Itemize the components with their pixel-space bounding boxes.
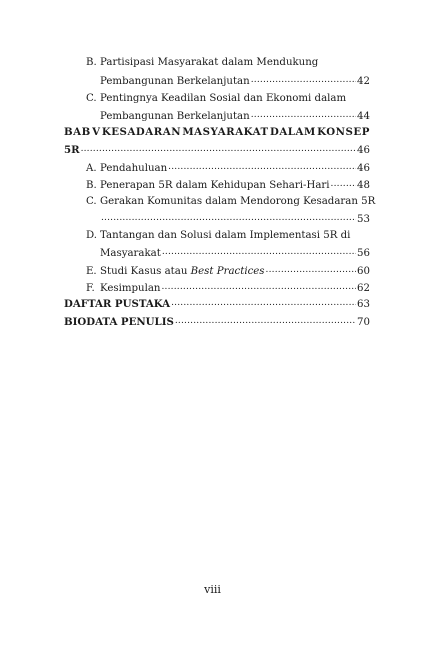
- toc-letter: F.: [86, 283, 95, 294]
- toc-entry-gerakan-line2: [100, 212, 370, 227]
- toc-page-number: 63: [357, 299, 370, 310]
- toc-letter: B.: [86, 180, 97, 191]
- toc-text: DAFTAR PUSTAKA: [64, 298, 171, 310]
- toc-letter: C.: [86, 196, 97, 207]
- toc-leader-dots: [168, 161, 356, 171]
- toc-chapter-bab5-line2: [64, 143, 370, 158]
- toc-entry-tantangan-line1: [86, 229, 370, 243]
- toc-chapter-word: KESADARAN: [101, 126, 182, 138]
- toc-entry-pendahuluan: [86, 161, 370, 176]
- toc-leader-dots: [81, 143, 356, 153]
- toc-entry-kesimpulan: [86, 281, 370, 296]
- toc-chapter-word: MASYARAKAT: [182, 126, 269, 138]
- toc-page-number: 46: [357, 163, 370, 174]
- toc-text: 5R: [64, 144, 80, 156]
- toc-text: Kesimpulan: [100, 283, 161, 294]
- toc-text: Penerapan 5R dalam Kehidupan Sehari-Hari: [100, 180, 330, 191]
- toc-leader-dots: [251, 74, 356, 84]
- toc-text: Pentingnya Keadilan Sosial dan Ekonomi dalam: [100, 93, 347, 104]
- toc-page-number: 62: [357, 283, 370, 294]
- toc-letter: C.: [86, 93, 97, 104]
- toc-entry-studi-kasus: [86, 264, 370, 279]
- toc-page-number: 46: [357, 145, 370, 156]
- toc-text: Pendahuluan: [100, 163, 168, 174]
- toc-leader-dots: [101, 212, 356, 222]
- toc-text: BIODATA PENULIS: [64, 316, 174, 328]
- toc-letter: B.: [86, 57, 97, 68]
- toc-chapter-title: [64, 125, 370, 139]
- toc-text: Partisipasi Masyarakat dalam Mendukung: [100, 57, 319, 68]
- toc-text-italic: Best Practices: [190, 266, 265, 277]
- toc-entry-partisipasi-line1: [86, 56, 370, 70]
- toc-leader-dots: [266, 264, 356, 274]
- toc-entry-biodata-penulis: [64, 315, 370, 330]
- toc-text-prefix: Studi Kasus atau: [100, 266, 191, 277]
- toc-page-number: 70: [357, 317, 370, 328]
- toc-text: Masyarakat: [100, 248, 161, 259]
- toc-chapter-word: BAB: [64, 126, 91, 138]
- toc-page-number: 60: [357, 266, 370, 277]
- toc-entry-pentingnya-line1: [86, 92, 370, 106]
- toc-text: [100, 265, 265, 279]
- toc-chapter-word: V: [92, 126, 101, 138]
- toc-entry-tantangan-line2: [100, 246, 370, 261]
- toc-chapter-bab5-line1: [64, 125, 370, 139]
- toc-text: Tantangan dan Solusi dalam Implementasi 5R di: [100, 230, 351, 241]
- page-number-footer: viii: [204, 583, 221, 596]
- toc-text: Gerakan Komunitas dalam Mendorong Kesadaran 5R: [100, 196, 376, 207]
- toc-page-number: 56: [357, 248, 370, 259]
- toc-entry-pentingnya-line2: [100, 109, 370, 124]
- toc-page-number: 44: [357, 111, 370, 122]
- toc-entry-daftar-pustaka: [64, 297, 370, 312]
- toc-entry-gerakan-line1: [86, 195, 376, 209]
- toc-entry-partisipasi-line2: [100, 74, 370, 89]
- toc-letter: E.: [86, 266, 97, 277]
- toc-page-number: 53: [357, 214, 370, 225]
- toc-text: Pembangunan Berkelanjutan: [100, 111, 250, 122]
- toc-leader-dots: [162, 281, 357, 291]
- toc-text: Pembangunan Berkelanjutan: [100, 76, 250, 87]
- toc-leader-dots: [171, 297, 356, 307]
- toc-leader-dots: [162, 246, 356, 256]
- toc-chapter-word: DALAM: [269, 126, 316, 138]
- toc-entry-penerapan: [86, 178, 370, 193]
- toc-chapter-word: KONSEP: [317, 126, 370, 138]
- toc-page-number: 42: [357, 76, 370, 87]
- toc-letter: A.: [86, 163, 97, 174]
- toc-leader-dots: [175, 315, 356, 325]
- toc-leader-dots: [251, 109, 356, 119]
- toc-leader-dots: [331, 178, 357, 188]
- toc-letter: D.: [86, 230, 98, 241]
- toc-page-number: 48: [357, 180, 370, 191]
